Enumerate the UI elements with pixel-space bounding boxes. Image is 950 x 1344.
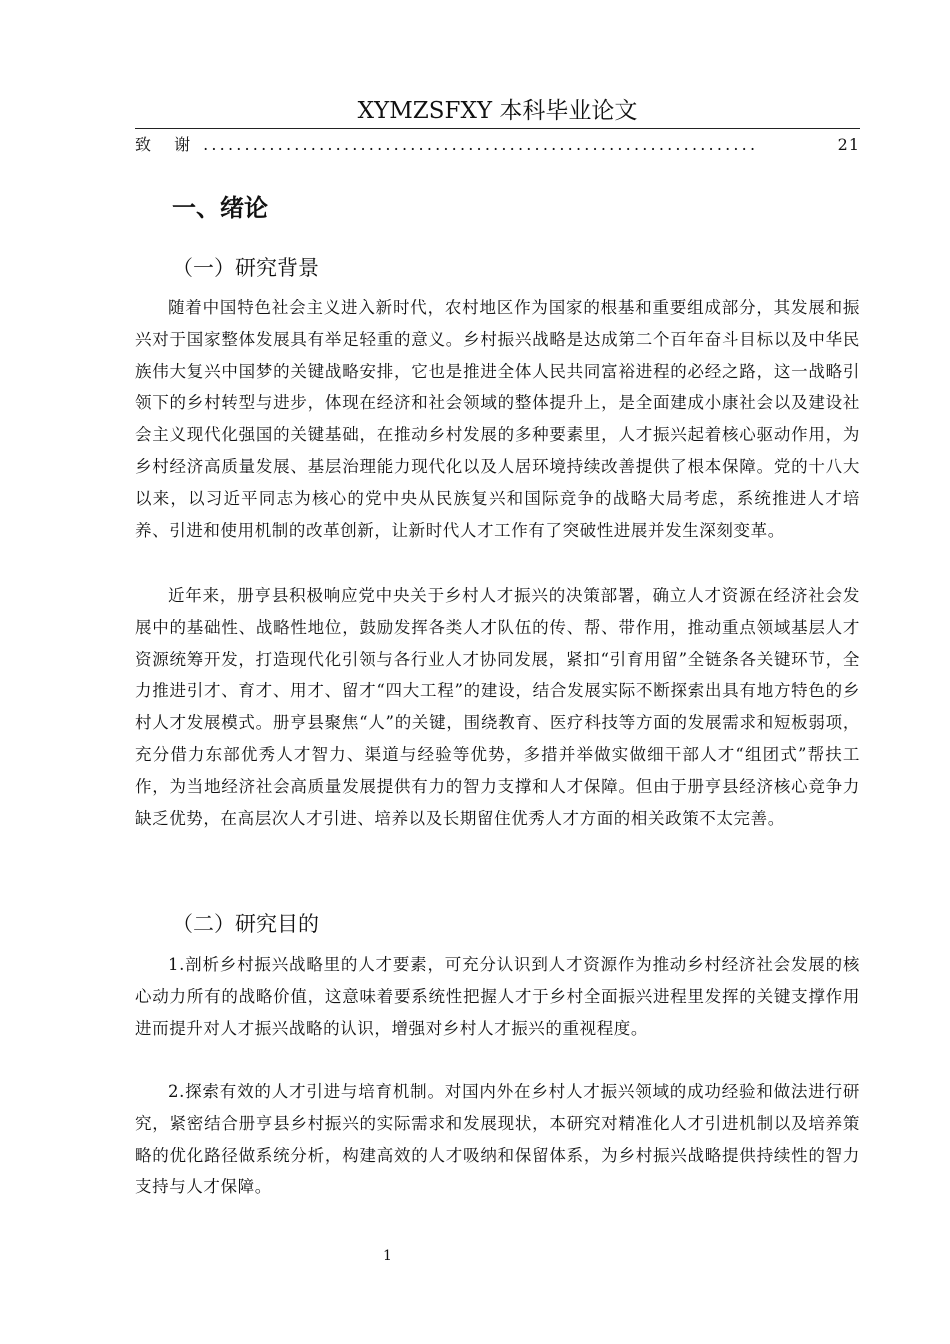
toc-entry-page: 21 — [837, 135, 860, 154]
toc-dot-leader: ................................................................... — [203, 135, 759, 154]
page-number: 1 — [383, 1248, 392, 1264]
chapter-heading: 一、绪论 — [172, 194, 268, 222]
paragraph-goal-2: 2.探索有效的人才引进与培育机制。对国内外在乡村人才振兴领域的成功经验和做法进行研究，紧密结合册亨县乡村振兴的实际需求和发展现状，本研究对精准化人才引进机制以及培养策略的优化路径做系统分析，构建高效的人才吸纳和保留体系，为乡村振兴战略提供持续性的智力支持与人才保障。 — [135, 1082, 860, 1197]
section-heading-background: （一）研究背景 — [172, 256, 319, 280]
toc-entry-label: 致 谢 — [135, 135, 200, 154]
paragraph-background-2: 近年来，册亨县积极响应党中央关于乡村人才振兴的决策部署，确立人才资源在经济社会发展中的基础性、战略性地位，鼓励发挥各类人才队伍的传、帮、带作用，推动重点领域基层人才资源统筹开发，打造现代化引领与各行业人才协同发展，紧扣“引育用留”全链条各关键环节，全力推进引才、育才、用才、留才“四大工程”的建设，结合发展实际不断探索出具有地方特色的乡村人才发展模式。册亨县聚焦“人”的关键，围绕教育、医疗科技等方面的发展需求和短板弱项，充分借力东部优秀人才智力、渠道与经验等优势，多措并举做实做细干部人才“组团式”帮扶工作，为当地经济社会高质量发展提供有力的智力支撑和人才保障。但由于册亨县经济核心竞争力缺乏优势，在高层次人才引进、培养以及长期留住优秀人才方面的相关政策不太完善。 — [135, 586, 860, 828]
paragraph-goal-1: 1.剖析乡村振兴战略里的人才要素，可充分认识到人才资源作为推动乡村经济社会发展的核心动力所有的战略价值，这意味着要系统性把握人才于乡村全面振兴进程里发挥的关键支撑作用进而提升对人才振兴战略的认识，增强对乡村人才振兴的重视程度。 — [135, 955, 860, 1038]
paragraph-background-1: 随着中国特色社会主义进入新时代，农村地区作为国家的根基和重要组成部分，其发展和振兴对于国家整体发展具有举足轻重的意义。乡村振兴战略是达成第二个百年奋斗目标以及中华民族伟大复兴中国梦的关键战略安排，它也是推进全体人民共同富裕进程的必经之路，这一战略引领下的乡村转型与进步，体现在经济和社会领域的整体提升上，是全面建成小康社会以及建设社会主义现代化强国的关键基础，在推动乡村发展的多种要素里，人才振兴起着核心驱动作用，为乡村经济高质量发展、基层治理能力现代化以及人居环境持续改善提供了根本保障。党的十八大以来，以习近平同志为核心的党中央从民族复兴和国际竞争的战略大局考虑，系统推进人才培养、引进和使用机制的改革创新，让新时代人才工作有了突破性进展并发生深刻变革。 — [135, 298, 860, 540]
page-header-title: XYMZSFXY 本科毕业论文 — [135, 94, 860, 129]
toc-entry-acknowledgement[interactable] — [135, 132, 860, 158]
section-heading-goal: （二）研究目的 — [172, 912, 319, 936]
